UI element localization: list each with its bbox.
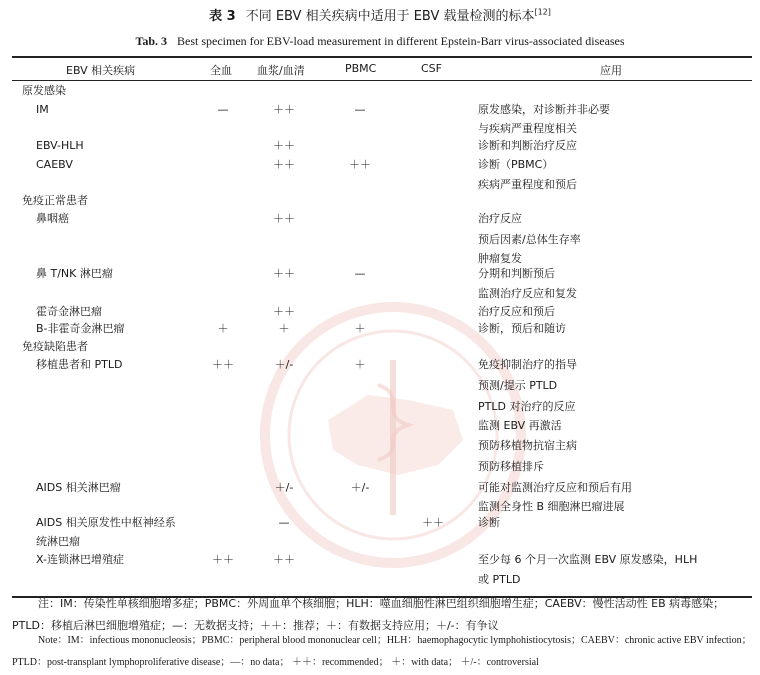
disease-npc: 鼻咽癌 [36,212,69,225]
aids-lymphoma-plasma: ＋/- [274,481,294,494]
disease-xlp: X-连锁淋巴增殖症 [36,553,124,566]
application-line: 肿瘤复发 [478,252,522,265]
application-line: 至少每 6 个月一次监测 EBV 原发感染，HLH [478,553,698,566]
group-immunodeficient: 免疫缺陷患者 [22,340,88,353]
disease-caebv: CAEBV [36,158,73,171]
header-plasma: 血浆/血清 [257,64,305,77]
nonhodgkin-plasma: ＋ [278,322,290,335]
application-line: 治疗反应 [478,212,522,225]
table-label-cn: 表 3 [209,9,236,24]
tnk-pbmc: — [354,267,366,280]
group-primary: 原发感染 [22,84,66,97]
nonhodgkin-pbmc: ＋ [354,322,366,335]
disease-aids-cns-line1: AIDS 相关原发性中枢神经系 [36,516,176,529]
xlp-plasma: ＋＋ [273,553,295,566]
application-line: 监测 EBV 再激活 [478,419,562,432]
application-line: 免疫抑制治疗的指导 [478,358,577,371]
header-pbmc: PBMC [345,62,377,75]
application-line: 预防移植排斥 [478,460,544,473]
disease-tnk: 鼻 T/NK 淋巴瘤 [36,267,113,280]
application-line: 分期和判断预后 [478,267,555,280]
ptld-whole-blood: ＋＋ [212,358,234,371]
hodgkin-plasma: ＋＋ [273,305,295,318]
application-line: 或 PTLD [478,573,521,586]
application-line: 诊断和判断治疗反应 [478,139,577,152]
footnote-en: Note：IM：infectious mononucleosis；PBMC：peripheral blood mononuclear cell；HLH：haemophagocytic lymphohistiocytosis；CAEBV：chronic active EBV infection；PTLD：post-transplant lymphoproliferative disease；—：no data； ＋＋：recommended； ＋：with data； ＋/-：controversial [12,635,752,668]
application-line: 预后因素/总体生存率 [478,233,581,246]
im-pbmc: — [354,103,366,116]
ptld-plasma: ＋/- [274,358,294,371]
tnk-plasma: ＋＋ [273,267,295,280]
header-application: 应用 [600,64,622,77]
header-disease: EBV 相关疾病 [66,64,136,77]
application-line: 预测/提示 PTLD [478,379,558,392]
application-line: 原发感染，对诊断并非必要 [478,103,610,116]
application-line: 可能对监测治疗反应和预后有用 [478,481,632,494]
group-immunocompetent: 免疫正常患者 [22,194,88,207]
header-csf: CSF [421,62,442,75]
im-whole-blood: — [217,103,229,116]
aids-cns-plasma: — [278,516,290,529]
disease-nonhodgkin: B-非霍奇金淋巴瘤 [36,322,125,335]
xlp-whole-blood: ＋＋ [212,553,234,566]
ptld-pbmc: ＋ [354,358,366,371]
disease-im: IM [36,103,49,116]
application-line: 监测全身性 B 细胞淋巴瘤进展 [478,500,625,513]
table-label-en: Tab. 3 [135,34,168,48]
footnote-cn: 注：IM：传染性单核细胞增多症；PBMC：外周血单个核细胞；HLH：噬血细胞性淋巴组织细胞增生症；CAEBV：慢性活动性 EB 病毒感染；PTLD：移植后淋巴细胞增殖症；—：无数据支持；＋＋：推荐；＋：有数据支持应用；＋/-：有争议 [12,597,725,632]
application-line: 疾病严重程度和预后 [478,178,577,191]
application-line: 诊断，预后和随访 [478,322,566,335]
application-line: 诊断（PBMC） [478,158,554,171]
hlh-plasma: ＋＋ [273,139,295,152]
npc-plasma: ＋＋ [273,212,295,225]
application-line: 诊断 [478,516,500,529]
table-title-en-text: Best specimen for EBV-load measurement in different Epstein-Barr virus-associated diseases [177,34,625,48]
application-line: 治疗反应和预后 [478,305,555,318]
im-plasma: ＋＋ [273,103,295,116]
disease-hlh: EBV-HLH [36,139,84,152]
caebv-plasma: ＋＋ [273,158,295,171]
caebv-pbmc: ＋＋ [349,158,371,171]
nonhodgkin-whole-blood: ＋ [217,322,229,335]
disease-aids-cns-line2: 统淋巴瘤 [36,535,80,548]
header-whole-blood: 全血 [210,64,232,77]
application-line: 预防移植物抗宿主病 [478,439,577,452]
disease-ptld: 移植患者和 PTLD [36,358,123,371]
application-line: PTLD 对治疗的反应 [478,400,576,413]
citation-ref: [12] [534,7,551,17]
aids-lymphoma-pbmc: ＋/- [350,481,370,494]
aids-cns-csf: ＋＋ [422,516,444,529]
application-line: 与疾病严重程度相关 [478,122,577,135]
disease-hodgkin: 霍奇金淋巴瘤 [36,305,102,318]
table-title-cn-text: 不同 EBV 相关疾病中适用于 EBV 载量检测的标本 [245,9,535,24]
application-line: 监测治疗反应和复发 [478,287,577,300]
disease-aids-lymphoma: AIDS 相关淋巴瘤 [36,481,121,494]
